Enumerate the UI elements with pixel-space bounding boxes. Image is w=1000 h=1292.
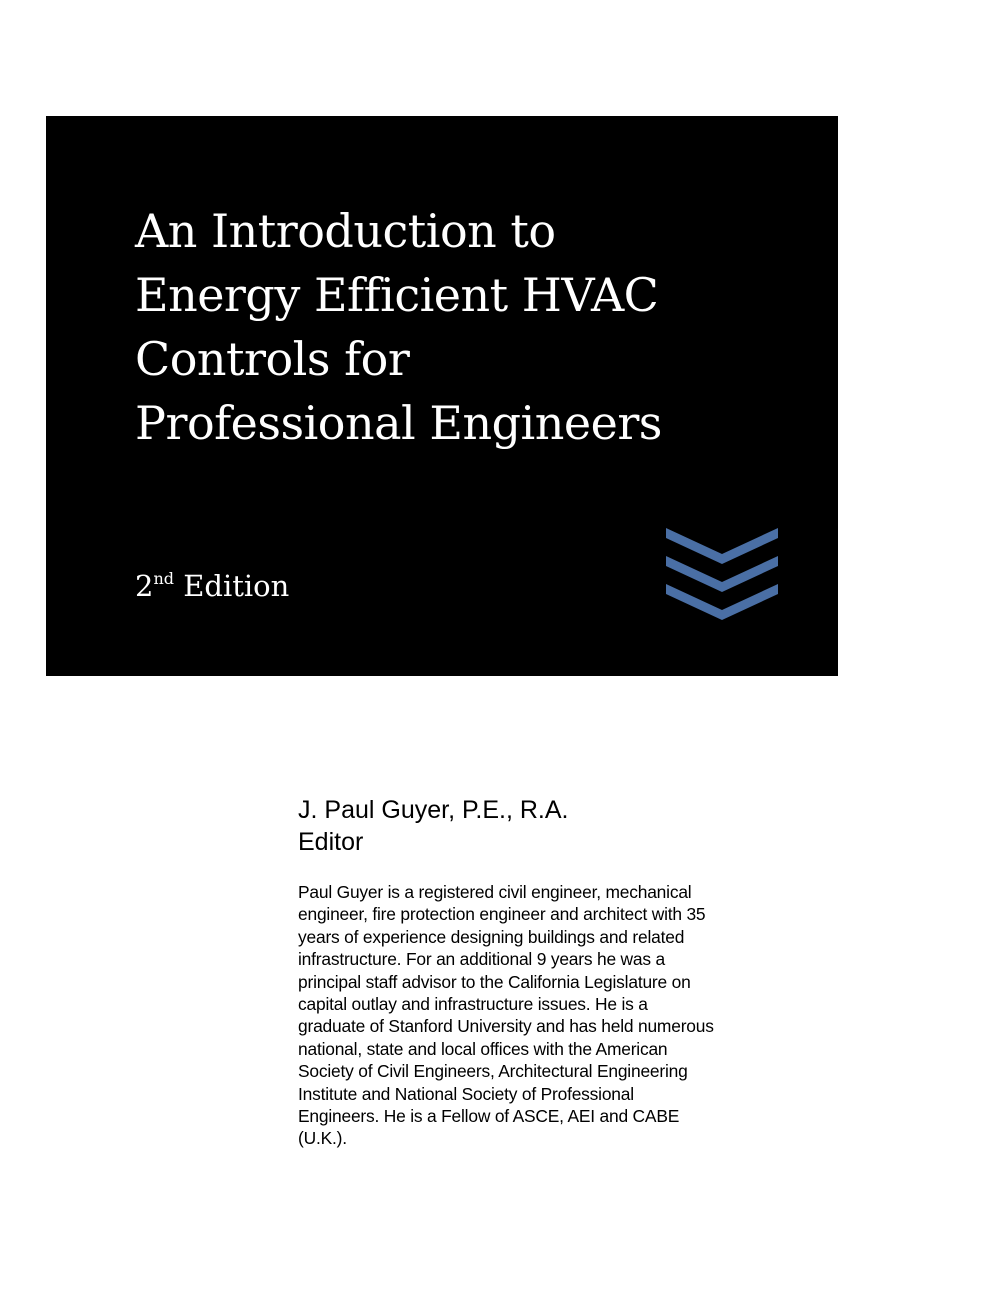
bio-line: Paul Guyer is a registered civil engineer, mechanical — [298, 882, 692, 902]
title-line: An Introduction to — [135, 204, 556, 258]
bio-line: infrastructure. For an additional 9 years he was a — [298, 949, 665, 970]
author-bio — [298, 881, 798, 1150]
bio-line: Society of Civil Engineers, Architectural Engineering — [298, 1061, 688, 1082]
bio-line: Institute and National Society of Professional — [298, 1083, 634, 1104]
cover-band — [46, 116, 838, 676]
author-name: J. Paul Guyer, P.E., R.A. — [298, 796, 569, 824]
title-line: Controls for — [135, 332, 410, 386]
title-line: Energy Efficient HVAC — [135, 268, 659, 322]
bio-line: years of experience designing buildings and related — [298, 926, 685, 947]
author-role: Editor — [298, 828, 364, 856]
bio-line: graduate of Stanford University and has held numerous — [298, 1016, 714, 1037]
bio-line: capital outlay and infrastructure issues. He is a — [298, 994, 648, 1015]
bio-line: (U.K.). — [298, 1128, 347, 1149]
bio-line: Engineers. He is a Fellow of ASCE, AEI and CABE — [298, 1106, 680, 1127]
chevron-top — [666, 528, 778, 564]
edition-suffix: nd — [153, 569, 174, 588]
author-block — [298, 794, 798, 1150]
bio-line: national, state and local offices with the American — [298, 1038, 668, 1059]
edition-number: 2 — [135, 569, 154, 603]
triple-chevron-down-icon — [666, 528, 778, 620]
bio-line: engineer, fire protection engineer and architect with 35 — [298, 904, 706, 925]
bio-line: principal staff advisor to the California Legislature on — [298, 971, 691, 992]
title-line: Professional Engineers — [135, 396, 662, 450]
book-title — [135, 199, 662, 455]
edition-label — [135, 566, 289, 606]
edition-word: Edition — [183, 569, 290, 603]
